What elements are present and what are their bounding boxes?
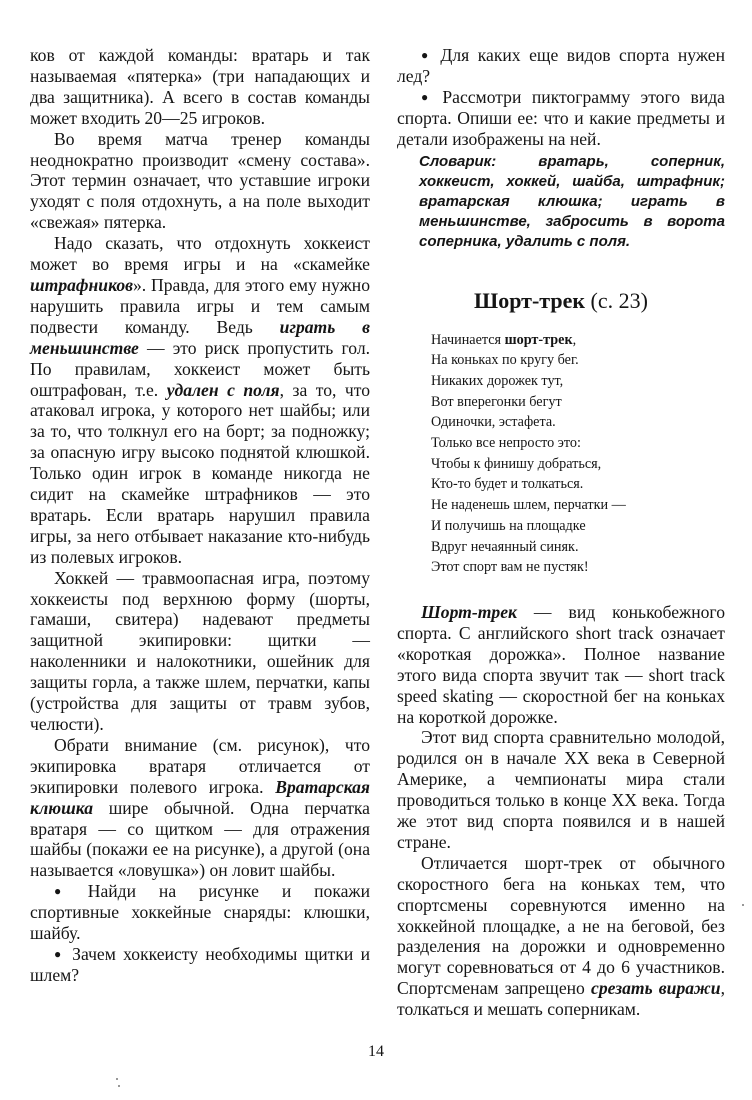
question-item: ● Рассмотри пиктограмму этого вида спорта. Опиши ее: что и какие предметы и детали изображены на ней. <box>397 86 725 149</box>
poem-line: И получишь на площадке <box>431 517 586 534</box>
section-page-ref: (с. 23) <box>585 287 648 313</box>
text-run: ». Правда, для этого ему нужно нарушить правила игры и тем самым подвести команду. Ведь <box>30 274 370 337</box>
paragraph <box>30 568 370 735</box>
key-term: Шорт-трек <box>421 601 517 622</box>
poem <box>431 330 725 578</box>
paragraph <box>30 233 370 568</box>
vocabulary-box: Словарик: вратарь, соперник, хоккеист, хоккей, шайба, штрафник; вратарская клюшка; играть в меньшинстве, забросить в ворота соперника, удалить с поля. <box>419 152 725 250</box>
page-number: 14 <box>368 1043 384 1060</box>
key-term: удален с поля <box>166 379 280 400</box>
section-title-text: Шорт-трек <box>474 287 586 313</box>
text-run: — это риск пропустить гол. По правилам, хоккеист может быть оштрафован, т.е. <box>30 337 370 400</box>
right-paragraphs <box>397 602 725 1020</box>
bullet-icon: ● <box>421 89 435 104</box>
poem-line: Одиночки, эстафета. <box>431 414 556 431</box>
questions-list <box>397 45 725 150</box>
poem-line: Вдруг нечаянный синяк. <box>431 538 579 555</box>
text-run: Обрати внимание (см. рисунок), что экипировка вратаря отличается от экипировки полевого игрока. <box>30 734 370 797</box>
paragraph <box>397 602 725 727</box>
poem-line: Кто-то будет и толкаться. <box>431 476 584 493</box>
text-run: Хоккей — травмоопасная игра, поэтому хоккеисты под верхнюю форму (шорты, гамаши, свитера) надевают предметы защитной экипировки: щитки — наколенники и налокотники, ошейник для защиты горла, а также шлем, перчатки, капы (устройства для защиты от травм зубов, челюсти). <box>30 567 370 734</box>
paragraph <box>30 45 370 129</box>
question-item: ● Для каких еще видов спорта нужен лед? <box>397 45 725 86</box>
text-run: Надо сказать, что отдохнуть хоккеист может во время игры и на «скамейке <box>30 233 370 275</box>
text-run: — вид конькобежного спорта. С английского short track означает «короткая дорожка». Полное название этого вида спорта звучит так — short track speed skating — скоростной бег на коньках на короткой дорожке. <box>397 601 725 727</box>
text-run: Во время матча тренер команды неоднократно производит «смену состава». Этот термин означает, что уставшие игроки уходят с поля отдохнуть, а на поле выходит «свежая» пятерка. <box>30 128 370 233</box>
bullet-icon: ● <box>54 884 80 899</box>
poem-line: Чтобы к финишу добраться, <box>431 455 602 472</box>
paragraph <box>30 735 370 881</box>
key-term: срезать виражи <box>591 978 721 999</box>
bullet-icon: ● <box>54 946 65 961</box>
poem-line: Вот вперегонки бегут <box>431 393 562 410</box>
paragraph <box>397 727 725 852</box>
key-term: играть в меньшинстве <box>30 316 371 358</box>
poem-line: Не наденешь шлем, перчатки — <box>431 497 626 514</box>
poem-line: Этот спорт вам не пустяк! <box>431 559 589 576</box>
poem-line: На коньках по кругу бег. <box>431 352 579 369</box>
paragraph <box>397 853 725 1020</box>
text-run: Этот вид спорта сравнительно молодой, родился он в начале XX века в Северной Америке, а чемпионаты мира стали проводиться только в конце XX века. Тогда же этот вид спорта появился и в нашей стране. <box>397 727 725 852</box>
key-term: Вратарская клюшка <box>30 776 370 818</box>
text-run: , за то, что атаковал игрока, у которого нет шайбы; или за то, что толкнул его на борт; за подножку; за опасную игру высоко поднятой клюшкой. Только один игрок в команде никогда не сидит на скамейке штрафников — это вратарь. Если вратарь нарушил правила игры, за него отбывает наказание кто-нибудь из полевых игроков. <box>30 379 370 567</box>
poem-line: Начинается шорт-трек, <box>431 331 577 348</box>
section-title <box>397 288 725 314</box>
question-item <box>30 881 370 944</box>
scan-speck <box>742 904 744 906</box>
right-column <box>397 45 725 1020</box>
question-item <box>30 944 370 986</box>
text-run: шире обычной. Одна перчатка вратаря — со щитком — для отражения шайбы (покажи ее на рисунке), а другой (она называется «ловушка») он ловит шайбы. <box>30 797 370 881</box>
text-run: Отличается шорт-трек от обычного скоростного бега на коньках тем, что спортсмены соревнуются именно на хоккейной площадке, а не на беговой, без разделения на дорожки и одновременно могут соревноваться от 4 до 6 участников. Спортсменам запрещено <box>397 852 725 999</box>
paragraph <box>30 129 370 234</box>
scan-speck <box>116 1078 118 1080</box>
bullet-icon: ● <box>421 48 433 62</box>
poem-line: Только все непросто это: <box>431 435 581 452</box>
text-run: ков от каждой команды: вратарь и так называемая «пятерка» (три нападающих и два защитника). А всего в состав команды может входить 20—25 игроков. <box>30 45 370 128</box>
left-column <box>30 45 370 986</box>
text-run: , толкаться и мешать соперникам. <box>397 978 725 1020</box>
scan-speck <box>118 1085 120 1087</box>
text-run: Найди на рисунке и покажи спортивные хоккейные снаряды: клюшки, шайбу. <box>30 881 370 944</box>
poem-line: Никаких дорожек тут, <box>431 372 564 389</box>
text-run: Зачем хоккеисту необходимы щитки и шлем? <box>30 943 370 985</box>
key-term: штрафников <box>30 274 133 295</box>
